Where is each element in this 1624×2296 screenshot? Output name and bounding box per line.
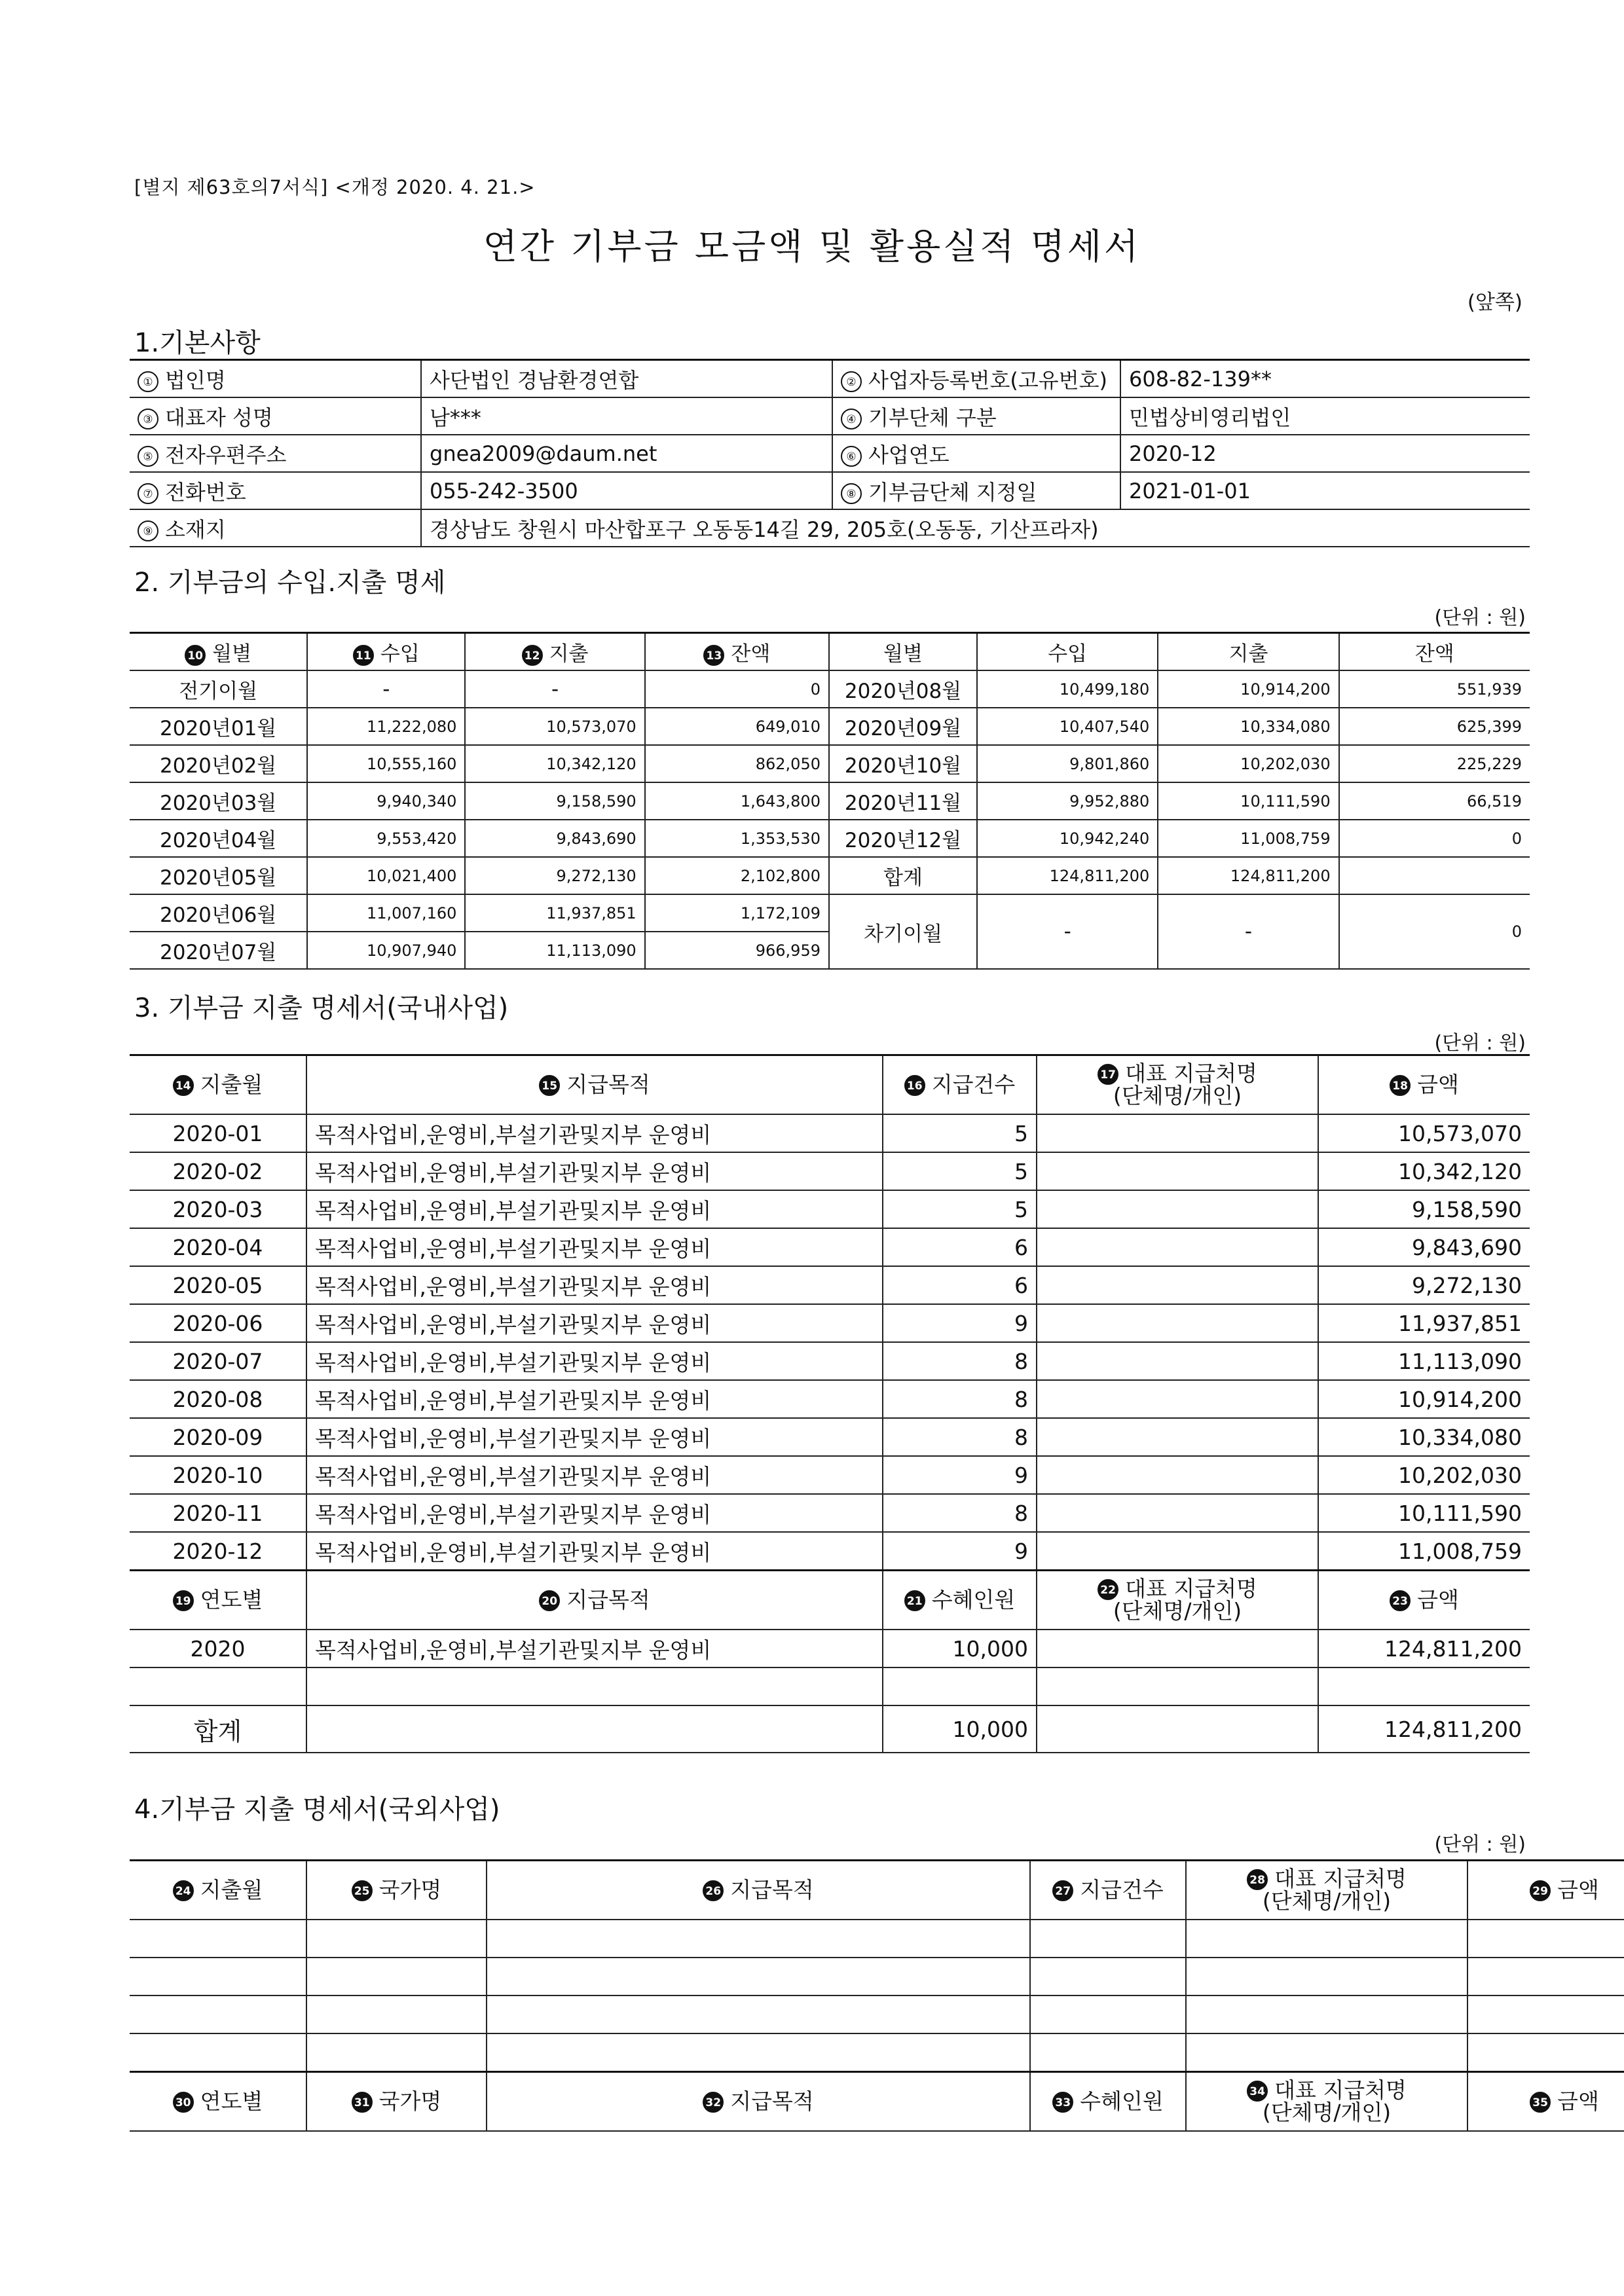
basic-info-value: 남*** xyxy=(421,397,832,435)
income-cell: 9,801,860 xyxy=(977,745,1158,782)
section-3-title: 3. 기부금 지출 명세서(국내사업) xyxy=(134,993,509,1023)
expense-row xyxy=(130,1114,1530,1152)
month-cell: 2020년05월 xyxy=(130,857,307,894)
expense-amount: 10,202,030 xyxy=(1318,1456,1530,1494)
expense-recipient xyxy=(1037,1266,1318,1304)
expense-recipient xyxy=(1037,1114,1318,1152)
overseas-empty-row xyxy=(130,1920,1624,1958)
expense-row xyxy=(130,1456,1530,1494)
item-number: ③ xyxy=(138,409,158,429)
expense-recipient xyxy=(1037,1304,1318,1342)
item-number: ④ xyxy=(841,409,862,429)
income-expense-row xyxy=(130,745,1530,782)
expense-recipient xyxy=(1037,1342,1318,1380)
month-cell: 2020년01월 xyxy=(130,708,307,745)
expense-amount: 11,937,851 xyxy=(1318,1304,1530,1342)
item-number: 20 xyxy=(539,1590,560,1611)
expense-amount: 9,158,590 xyxy=(1318,1190,1530,1228)
total-amount: 124,811,200 xyxy=(1318,1705,1530,1753)
expense-count: 9 xyxy=(883,1304,1037,1342)
basic-info-label xyxy=(130,435,421,472)
expense-count: 8 xyxy=(883,1494,1037,1532)
year-recipient xyxy=(1037,1667,1318,1705)
month-cell: 2020년09월 xyxy=(829,708,977,745)
balance-cell: 0 xyxy=(1339,820,1530,857)
basic-info-label xyxy=(130,397,421,435)
basic-info-value: 민법상비영리법인 xyxy=(1120,397,1530,435)
expense-purpose: 목적사업비,운영비,부설기관및지부 운영비 xyxy=(306,1228,883,1266)
basic-info-label xyxy=(130,472,421,509)
expense-amount: 10,111,590 xyxy=(1318,1494,1530,1532)
basic-info-value: 055-242-3500 xyxy=(421,472,832,509)
income-cell: 11,222,080 xyxy=(307,708,465,745)
expense-recipient xyxy=(1037,1494,1318,1532)
overseas-empty-row xyxy=(130,1995,1624,2033)
expense-amount: 11,113,090 xyxy=(1318,1342,1530,1380)
total-purpose xyxy=(306,1705,883,1753)
income-cell: 10,555,160 xyxy=(307,745,465,782)
basic-info-row xyxy=(130,397,1530,435)
year-amount: 124,811,200 xyxy=(1318,1630,1530,1667)
expense-row xyxy=(130,1304,1530,1342)
month-cell: 2020년02월 xyxy=(130,745,307,782)
balance-cell: 966,959 xyxy=(645,932,829,969)
label-text: 대표자 성명 xyxy=(165,405,273,430)
section-3-unit: (단위 : 원) xyxy=(1434,1032,1526,1055)
year-purpose: 목적사업비,운영비,부설기관및지부 운영비 xyxy=(306,1630,883,1667)
expense-count: 9 xyxy=(883,1532,1037,1571)
month-cell: 2020년03월 xyxy=(130,782,307,820)
item-number: ① xyxy=(138,371,158,392)
month-cell: 2020년08월 xyxy=(829,670,977,708)
balance-cell: 862,050 xyxy=(645,745,829,782)
expense-month: 2020-04 xyxy=(130,1228,306,1266)
balance-cell: 649,010 xyxy=(645,708,829,745)
expense-count: 6 xyxy=(883,1266,1037,1304)
year-row xyxy=(130,1630,1530,1667)
income-cell: 10,499,180 xyxy=(977,670,1158,708)
expense-purpose: 목적사업비,운영비,부설기관및지부 운영비 xyxy=(306,1418,883,1456)
income-expense-table xyxy=(130,632,1530,970)
basic-info-label xyxy=(832,360,1120,398)
section-1-title: 1.기본사항 xyxy=(134,328,261,358)
section-2-title: 2. 기부금의 수입.지출 명세 xyxy=(134,568,446,598)
total-label: 합계 xyxy=(130,1705,306,1753)
beneficiary-count xyxy=(883,1667,1037,1705)
basic-info-label xyxy=(832,435,1120,472)
header-text: (단체명/개인) xyxy=(1113,1598,1242,1624)
expense-row xyxy=(130,1418,1530,1456)
income-cell: 10,021,400 xyxy=(307,857,465,894)
expense-amount: 10,342,120 xyxy=(1318,1152,1530,1190)
year-recipient xyxy=(1037,1630,1318,1667)
carry-income-cell: - xyxy=(977,894,1158,969)
expense-cell: - xyxy=(465,670,644,708)
expense-month: 2020-12 xyxy=(130,1532,306,1571)
income-cell: 10,907,940 xyxy=(307,932,465,969)
balance-cell: 625,399 xyxy=(1339,708,1530,745)
expense-month: 2020-01 xyxy=(130,1114,306,1152)
total-count: 10,000 xyxy=(883,1705,1037,1753)
item-number: ⑤ xyxy=(138,446,158,467)
balance-cell: 1,172,109 xyxy=(645,894,829,932)
year-header-cell xyxy=(1037,1571,1318,1630)
expense-count: 5 xyxy=(883,1152,1037,1190)
overseas-expense-table xyxy=(130,1859,1624,2132)
expense-cell: 9,272,130 xyxy=(465,857,644,894)
month-cell: 2020년06월 xyxy=(130,894,307,932)
basic-info-row xyxy=(130,472,1530,509)
expense-cell: 11,113,090 xyxy=(465,932,644,969)
header-text: 대표 지급처명 xyxy=(1125,1575,1257,1601)
item-number: ⑧ xyxy=(841,483,862,504)
income-cell: 9,940,340 xyxy=(307,782,465,820)
expense-month: 2020-07 xyxy=(130,1342,306,1380)
expense-purpose: 목적사업비,운영비,부설기관및지부 운영비 xyxy=(306,1532,883,1571)
balance-cell: 1,353,530 xyxy=(645,820,829,857)
month-cell: 2020년11월 xyxy=(829,782,977,820)
year-cell: 2020 xyxy=(130,1630,306,1667)
expense-row xyxy=(130,1152,1530,1190)
overseas-empty-row xyxy=(130,1958,1624,1995)
expense-month: 2020-02 xyxy=(130,1152,306,1190)
basic-info-value: 사단법인 경남환경연합 xyxy=(421,360,832,398)
income-expense-header: 10 월별 11 수입 12 지출 13 잔액 월별 수입 지출 잔액 xyxy=(130,633,1530,671)
expense-cell: 10,573,070 xyxy=(465,708,644,745)
month-cell: 2020년04월 xyxy=(130,820,307,857)
expense-recipient xyxy=(1037,1228,1318,1266)
expense-row xyxy=(130,1532,1530,1571)
expense-purpose: 목적사업비,운영비,부설기관및지부 운영비 xyxy=(306,1304,883,1342)
basic-info-row xyxy=(130,360,1530,398)
item-number: ② xyxy=(841,371,862,392)
income-expense-row xyxy=(130,782,1530,820)
label-text: 사업자등록번호(고유번호) xyxy=(868,367,1108,393)
item-number: 23 xyxy=(1390,1590,1411,1611)
expense-month: 2020-03 xyxy=(130,1190,306,1228)
year-cell xyxy=(130,1667,306,1705)
balance-cell: 225,229 xyxy=(1339,745,1530,782)
expense-recipient xyxy=(1037,1380,1318,1418)
income-cell: 9,553,420 xyxy=(307,820,465,857)
header-text: 연도별 xyxy=(200,1586,263,1613)
expense-amount: 10,914,200 xyxy=(1318,1380,1530,1418)
total-row xyxy=(130,1705,1530,1753)
carry-balance-cell: 0 xyxy=(1339,894,1530,969)
balance-cell xyxy=(1339,857,1530,894)
expense-count: 6 xyxy=(883,1228,1037,1266)
year-header xyxy=(130,1571,1530,1630)
year-header-cell xyxy=(1318,1571,1530,1630)
label-text: 기부단체 구분 xyxy=(868,405,997,430)
balance-cell: 1,643,800 xyxy=(645,782,829,820)
expense-amount: 10,573,070 xyxy=(1318,1114,1530,1152)
month-cell: 전기이월 xyxy=(130,670,307,708)
domestic-expense-table xyxy=(130,1054,1530,1753)
year-header-cell xyxy=(306,1571,883,1630)
section-4-title: 4.기부금 지출 명세서(국외사업) xyxy=(134,1795,500,1825)
overseas-year-header: 30 연도별 31 국가명 32 지급목적 33 수혜인원 34 대표 지급처명 (단체명/개인) 35 금액 xyxy=(130,2072,1624,2132)
income-expense-row xyxy=(130,670,1530,708)
label-text: 전화번호 xyxy=(165,479,246,505)
document-title: 연간 기부금 모금액 및 활용실적 명세서 xyxy=(483,226,1141,267)
label-text: 기부금단체 지정일 xyxy=(868,479,1037,505)
basic-info-label xyxy=(832,397,1120,435)
expense-recipient xyxy=(1037,1152,1318,1190)
label-text: 전자우편주소 xyxy=(165,442,287,467)
expense-row xyxy=(130,1380,1530,1418)
expense-month: 2020-06 xyxy=(130,1304,306,1342)
form-identifier: [별지 제63호의7서식] <개정 2020. 4. 21.> xyxy=(134,176,536,198)
basic-info-table xyxy=(130,359,1530,547)
expense-recipient xyxy=(1037,1418,1318,1456)
expense-purpose: 목적사업비,운영비,부설기관및지부 운영비 xyxy=(306,1342,883,1380)
expense-month: 2020-10 xyxy=(130,1456,306,1494)
address-label xyxy=(130,509,421,547)
expense-purpose: 목적사업비,운영비,부설기관및지부 운영비 xyxy=(306,1380,883,1418)
header-text: 수혜인원 xyxy=(931,1586,1016,1613)
month-cell: 2020년07월 xyxy=(130,932,307,969)
expense-cell: 10,342,120 xyxy=(465,745,644,782)
expense-cell: 10,914,200 xyxy=(1158,670,1338,708)
beneficiary-count: 10,000 xyxy=(883,1630,1037,1667)
expense-amount: 11,008,759 xyxy=(1318,1532,1530,1571)
expense-amount: 9,272,130 xyxy=(1318,1266,1530,1304)
label-text: 소재지 xyxy=(165,517,226,542)
expense-recipient xyxy=(1037,1456,1318,1494)
expense-purpose: 목적사업비,운영비,부설기관및지부 운영비 xyxy=(306,1152,883,1190)
expense-month: 2020-11 xyxy=(130,1494,306,1532)
month-cell: 2020년12월 xyxy=(829,820,977,857)
expense-cell: 10,202,030 xyxy=(1158,745,1338,782)
basic-info-label xyxy=(130,360,421,398)
year-header-cell xyxy=(130,1571,306,1630)
expense-purpose: 목적사업비,운영비,부설기관및지부 운영비 xyxy=(306,1456,883,1494)
expense-purpose: 목적사업비,운영비,부설기관및지부 운영비 xyxy=(306,1190,883,1228)
year-amount xyxy=(1318,1667,1530,1705)
expense-purpose: 목적사업비,운영비,부설기관및지부 운영비 xyxy=(306,1114,883,1152)
income-cell: 9,952,880 xyxy=(977,782,1158,820)
carry-expense-cell: - xyxy=(1158,894,1338,969)
year-header-cell xyxy=(883,1571,1037,1630)
expense-cell: 10,334,080 xyxy=(1158,708,1338,745)
total-recipient xyxy=(1037,1705,1318,1753)
expense-cell: 11,008,759 xyxy=(1158,820,1338,857)
expense-recipient xyxy=(1037,1532,1318,1571)
overseas-empty-row xyxy=(130,2033,1624,2072)
income-expense-row xyxy=(130,894,1530,932)
expense-month: 2020-09 xyxy=(130,1418,306,1456)
section-4-unit: (단위 : 원) xyxy=(1434,1833,1526,1856)
month-cell: 2020년10월 xyxy=(829,745,977,782)
expense-count: 8 xyxy=(883,1418,1037,1456)
expense-count: 8 xyxy=(883,1342,1037,1380)
year-row xyxy=(130,1667,1530,1705)
expense-count: 5 xyxy=(883,1190,1037,1228)
basic-info-value: 2020-12 xyxy=(1120,435,1530,472)
basic-info-label xyxy=(832,472,1120,509)
side-label: (앞쪽) xyxy=(1467,291,1522,314)
overseas-expense-header: 24 지출월 25 국가명 26 지급목적 27 지급건수 28 대표 지급처명 (단체명/개인) 29 금액 xyxy=(130,1861,1624,1920)
expense-row xyxy=(130,1190,1530,1228)
label-text: 법인명 xyxy=(165,367,226,393)
expense-cell: 11,937,851 xyxy=(465,894,644,932)
expense-month: 2020-05 xyxy=(130,1266,306,1304)
income-expense-row xyxy=(130,708,1530,745)
expense-count: 8 xyxy=(883,1380,1037,1418)
expense-recipient xyxy=(1037,1190,1318,1228)
balance-cell: 66,519 xyxy=(1339,782,1530,820)
expense-cell: 124,811,200 xyxy=(1158,857,1338,894)
item-number: ⑦ xyxy=(138,483,158,504)
expense-amount: 9,843,690 xyxy=(1318,1228,1530,1266)
income-cell: 10,407,540 xyxy=(977,708,1158,745)
expense-row xyxy=(130,1228,1530,1266)
expense-row xyxy=(130,1494,1530,1532)
expense-purpose: 목적사업비,운영비,부설기관및지부 운영비 xyxy=(306,1494,883,1532)
carry-forward-label: 차기이월 xyxy=(829,894,977,969)
expense-cell: 9,158,590 xyxy=(465,782,644,820)
income-expense-row xyxy=(130,857,1530,894)
domestic-expense-header: 14 지출월 15 지급목적 16 지급건수 17 대표 지급처명 (단체명/개인) 18 금액 xyxy=(130,1055,1530,1115)
income-cell: - xyxy=(307,670,465,708)
basic-info-value: 608-82-139** xyxy=(1120,360,1530,398)
balance-cell: 0 xyxy=(645,670,829,708)
expense-cell: 9,843,690 xyxy=(465,820,644,857)
header-text: 지급목적 xyxy=(566,1586,650,1613)
expense-purpose: 목적사업비,운영비,부설기관및지부 운영비 xyxy=(306,1266,883,1304)
income-expense-row xyxy=(130,820,1530,857)
expense-row xyxy=(130,1342,1530,1380)
expense-count: 5 xyxy=(883,1114,1037,1152)
item-number: ⑥ xyxy=(841,446,862,467)
income-cell: 124,811,200 xyxy=(977,857,1158,894)
year-purpose xyxy=(306,1667,883,1705)
section-2-unit: (단위 : 원) xyxy=(1434,606,1526,629)
label-text: 사업연도 xyxy=(868,442,950,467)
item-number: 21 xyxy=(904,1590,925,1611)
basic-info-value: gnea2009@daum.net xyxy=(421,435,832,472)
balance-cell: 551,939 xyxy=(1339,670,1530,708)
income-cell: 10,942,240 xyxy=(977,820,1158,857)
expense-row xyxy=(130,1266,1530,1304)
header-text: 금액 xyxy=(1417,1586,1459,1613)
address-row xyxy=(130,509,1530,547)
item-number: 19 xyxy=(173,1590,194,1611)
month-cell: 합계 xyxy=(829,857,977,894)
expense-month: 2020-08 xyxy=(130,1380,306,1418)
basic-info-value: 2021-01-01 xyxy=(1120,472,1530,509)
basic-info-row xyxy=(130,435,1530,472)
item-number: ⑨ xyxy=(138,520,158,541)
income-cell: 11,007,160 xyxy=(307,894,465,932)
item-number: 22 xyxy=(1098,1579,1118,1600)
balance-cell: 2,102,800 xyxy=(645,857,829,894)
expense-amount: 10,334,080 xyxy=(1318,1418,1530,1456)
address-value: 경상남도 창원시 마산합포구 오동동14길 29, 205호(오동동, 기산프라자) xyxy=(421,509,1530,547)
expense-cell: 10,111,590 xyxy=(1158,782,1338,820)
expense-count: 9 xyxy=(883,1456,1037,1494)
